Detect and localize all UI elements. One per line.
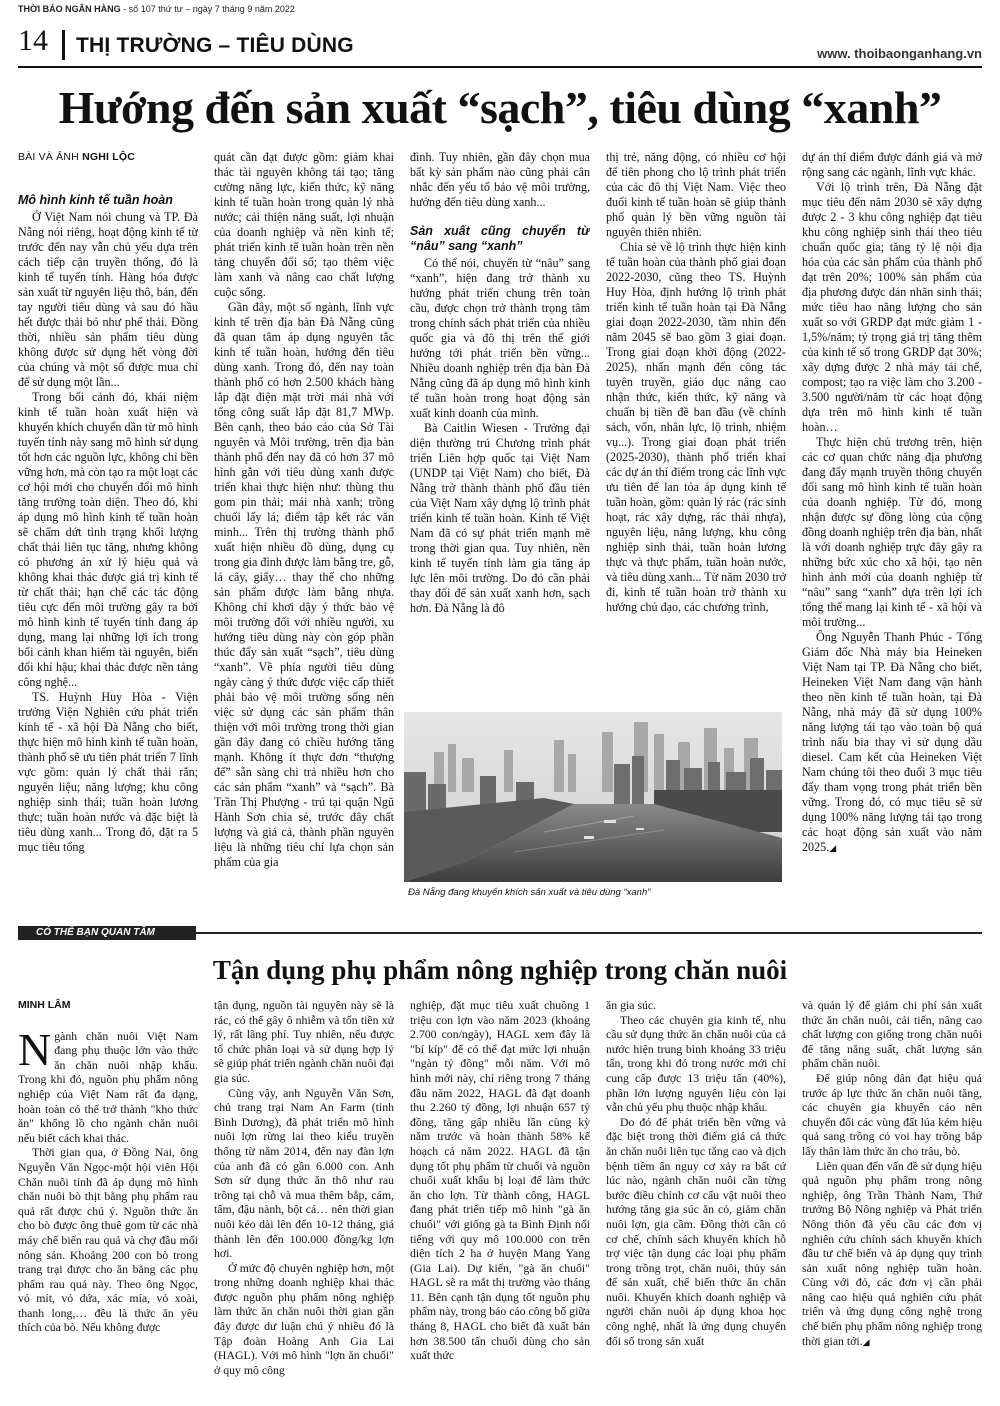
article1-column-2 <box>214 150 394 902</box>
paragraph: Theo các chuyên gia kinh tế, nhu cầu sử dụng thức ăn chăn nuôi của cả nước hiện trung bình khoảng 33 triệu tấn, trong khi đó trong nước mới chỉ cung cấp được 13 triệu tấn (40%), phần lớn lượng nguyên liệu còn lại vẫn chủ yếu phụ thuộc nhập khẩu. <box>606 1012 786 1115</box>
photo-caption: Đà Nẵng đang khuyến khích sản xuất và tiêu dùng “xanh” <box>408 887 651 898</box>
article2-body <box>18 998 982 1398</box>
photo-illustration <box>404 712 782 882</box>
article1-column-5 <box>802 150 982 902</box>
masthead <box>18 4 982 14</box>
section-header <box>18 22 982 68</box>
article1-subhead-1: Mô hình kinh tế tuần hoàn <box>18 193 173 207</box>
end-mark: ◢ <box>862 1337 870 1348</box>
lead-paragraph <box>18 1023 198 1146</box>
drop-cap: N <box>18 1023 52 1075</box>
paragraph: Ở mức độ chuyên nghiệp hơn, một trong những doanh nghiệp khai thác được nguồn phụ phẩm nông nghiệp làm thức ăn chăn nuôi thời gian gần đây được dư luận chú ý nhiều đó là Tập đoàn Hoàng Anh Gia Lai (HAGL). Với mô hình "lợn ăn chuối" ở quy mô công <box>214 1260 394 1377</box>
paragraph: Cũng vậy, anh Nguyễn Văn Sơn, chủ trang trại Nam An Farm (tỉnh Bình Dương), đã phát triển mô hình nuôi lợn rừng lai theo kiểu truyền thống từ năm 2014, đến nay đàn lợn của anh đã có gần 6.000 con. Anh Sơn sử dụng thức ăn thô như rau trồng tại chỗ và mua thêm bắp, cám, tấm, đậu nành, bột cá… nên thời gian nuôi kéo dài lên đến 10-12 tháng, giá thành lên đến 100.000 đồng/kg lợn hơi. <box>214 1085 394 1261</box>
lead-text: gành chăn nuôi Việt Nam đang phụ thuộc lớn vào thức ăn chăn nuôi nhập khẩu. Trong khi đó, nguồn phụ phẩm nông nghiệp của Việt Nam rất đa dạng, hoàn toàn có thể trở thành "kho thức ăn" khổng lồ cho ngành chăn nuôi nếu biết cách khai thác. <box>18 1028 198 1145</box>
paragraph: Với lộ trình trên, Đà Nẵng đặt mục tiêu đến năm 2030 sẽ xây dựng được 2 - 3 khu công nghiệp đạt tiêu khu công nghiệp sinh thái theo tiêu chuẩn quốc gia; tăng tỷ lệ nội địa hóa của các sản phẩm của thành phố đạt trên 20%; 100% sản phẩm của địa phương được dán nhãn sinh thái; mức tiêu hao năng lượng cho sản xuất so với GRDP đạt mức giảm 1 - 1,5%/năm; tỷ trọng giá trị tăng thêm của kinh tế số trong GRDP đạt 30%; xây dựng được 2 nhà máy tái chế, compost; tạo ra việc làm cho 3.200 - 3.500 người/năm từ các hoạt động dựa trên mô hình kinh tế tuần hoàn… <box>802 180 982 434</box>
interest-bar <box>18 926 982 940</box>
paragraph: Gần đây, một số ngành, lĩnh vực kinh tế trên địa bàn Đà Nẵng cũng đã quan tâm áp dụng nguyên tắc kinh tế tuần hoàn, hướng đến tiêu dùng xanh. Trong đó, đến nay toàn thành phố có hơn 2.500 khách hàng lắp đặt điện mặt trời mái nhà với tổng công suất lắp đặt 81,7 MWp. Bên cạnh, theo báo cáo của Sở Tài nguyên và Môi trường, trên địa bàn thành phố đến nay đã có hơn 37 mô hình gắn với tiêu dùng xanh được triển khai thực hiện như: thùng thu gom pin thải; mái nhà xanh; trồng chuối lấy lá; điểm tập kết rác văn minh... Trên thị trường thành phố xuất hiện nhiều đồ dùng, dụng cụ trong gia đình được làm bằng tre, gỗ, lá cây, giấy… thay thế cho những sản phẩm được làm bằng nhựa. Không chỉ khơi dậy ý thức bảo vệ môi trường đối với nhiều người, xu hướng tiêu dùng này còn góp phần thúc đẩy sản xuất “sạch”, tiêu dùng “xanh”. Về phía người tiêu dùng ngày càng ý thức được việc cấp thiết phải bảo vệ môi trường sống nên việc sử dụng các sản phẩm thân thiện với môi trường trong thời gian gần đây đang có chiều hướng tăng mạnh. Không ít thực đơn “thượng đế” sẵn sàng chi trả nhiều hơn cho các sản phẩm “xanh” và “sạch”. Bà Trần Thị Phượng - trú tại quận Ngũ Hành Sơn chia sẻ, trước đây chất lượng và giá cả, thành phần nguyên liệu là những tiêu chí lựa chọn sản phẩm của gia <box>214 300 394 869</box>
article2-headline: Tận dụng phụ phẩm nông nghiệp trong chăn nuôi <box>212 955 788 985</box>
article2-column-2 <box>214 998 394 1398</box>
paragraph: dự án thí điểm được đánh giá và mở rộng sang các ngành, lĩnh vực khác. <box>802 150 982 179</box>
paragraph: TS. Huỳnh Huy Hòa - Viện trưởng Viện Nghiên cứu phát triển kinh tế - xã hội Đà Nẵng cho biết, thực hiện mô hình kinh tế tuần hoàn, thành phố sẽ ưu tiên phát triển 7 lĩnh vực gồm: quản lý chất thải rắn; nguyên liệu; năng lượng; khu công nghiệp sinh thái; tuần hoàn lương thực; tuần hoàn nước và đặc biệt là tiêu dùng xanh... Trong đó, đặt ra 5 mục tiêu tổng <box>18 690 198 854</box>
article1-byline <box>18 150 198 165</box>
paragraph: thị trẻ, năng động, có nhiều cơ hội để tiên phong cho lộ trình phát triển của các đô thị Việt Nam. Việc theo đuổi kinh tế tuần hoàn sẽ giúp thành phố quản lý bền vững nguồn tài nguyên thiên nhiên. <box>606 150 786 239</box>
paragraph: Thời gian qua, ở Đồng Nai, ông Nguyễn Văn Ngọc-một hội viên Hội Chăn nuôi tỉnh đã áp dụng mô hình chăn nuôi bò thịt bằng phụ phẩm rau quả rất được chú ý. Nguồn thức ăn cho bò được ông thuê gom từ các nhà máy chế biến rau quả và chợ đầu mối nông sản. Khoảng 200 con bò trong trang trại được cho ăn bằng các phụ phẩm rau quả này. Theo ông Ngọc, vỏ mít, vỏ dứa, xác mía, vỏ xoài, thanh long,… đều là thức ăn yêu thích của bò. Nếu không được <box>18 1145 198 1335</box>
byline-author: NGHI LỘC <box>82 151 135 163</box>
paragraph-text: Ông Nguyễn Thanh Phúc - Tổng Giám đốc Nhà máy bia Heineken Việt Nam tại TP. Đà Nẵng cho biết, Heineken Việt Nam đang vận hành theo nền kinh tế tuần hoàn, tại Đà Nẵng, nhà máy đã sử dụng 100% năng lượng tái tạo vào toàn bộ quá trình nấu bia thay vì sử dụng dầu diesel. Cam kết của Heineken Việt Nam chúng tôi theo đuổi 3 mục tiêu đẩy tham vọng trong phát triển bền vững. Trong đó, có mục tiêu sẽ sử dụng 100% năng lượng tái tạo trong các hoạt động sản xuất vào năm 2025. <box>802 630 982 854</box>
paragraph: Bà Caitlin Wiesen - Trưởng đại diện thường trú Chương trình phát triển Liên hợp quốc tại Việt Nam (UNDP tại Việt Nam) cho biết, Đà Nẵng trở thành thành phố đầu tiên của Việt Nam xây dựng lộ trình phát triển kinh tế tuần hoàn. Kinh tế Việt Nam đã có sự phát triển mạnh mẽ trong thời gian qua. Tuy nhiên, nền kinh tế tuyến tính làm gia tăng áp lực lên môi trường. Do đó cần phải thay đổi để sản xuất xanh hơn, sạch hơn. Đà Nẵng là đô <box>410 421 590 615</box>
interest-rule <box>196 932 982 934</box>
paragraph: đình. Tuy nhiên, gần đây chọn mua bất kỳ sản phẩm nào cũng phải cân nhắc đến yếu tố bảo vệ môi trường, hướng đến tiêu dùng xanh... <box>410 150 590 209</box>
paragraph: tận dụng, nguồn tài nguyên này sẽ là rác, có thể gây ô nhiễm và tốn tiền xử lý, rất lãng phí. Tuy nhiên, nếu được tổ chức phân loại và sử dụng hợp lý sẽ giúp phát triển ngành chăn nuôi đại gia súc. <box>214 998 394 1085</box>
article2-column-3 <box>410 998 590 1398</box>
section-divider <box>62 30 65 60</box>
paragraph: Có thể nói, chuyển từ “nâu” sang “xanh”, hiện đang trở thành xu hướng phát triển chung trên toàn cầu, được chọn trở thành trọng tâm trong chính sách phát triển của nhiều quốc gia và đô thị trên thế giới hướng tới phát triển bền vững... Nhiều doanh nghiệp trên địa bàn Đà Nẵng cũng đã áp dụng mô hình kinh tế tuần hoàn trong hoạt động sản xuất kinh doanh của mình. <box>410 256 590 420</box>
article2-column-4 <box>606 998 786 1398</box>
end-mark: ◢ <box>829 844 837 854</box>
paragraph: và quản lý để giảm chi phí sản xuất thức ăn chăn nuôi, cải tiến, nâng cao chất lượng con giống trong chăn nuôi để tăng năng suất, chất lượng sản phẩm chăn nuôi. <box>802 998 982 1071</box>
paragraph: nghiệp, đặt mục tiêu xuất chuồng 1 triệu con lợn vào năm 2023 (khoảng 2.700 con/ngày), HAGL xem đây là "bí kíp" để có thể đạt mức lợi nhuận "ngàn tỷ đồng" mỗi năm. Với mô hình mới này, chỉ riêng trong 7 tháng đầu năm 2022, HAGL đã đạt doanh thu 2.260 tỷ đồng, lợi nhuận 657 tỷ đồng, tăng gấp nhiều lần cùng kỳ năm trước và hoàn thành 58% kế hoạch cả năm 2022. HAGL đã tận dụng tốt phụ phẩm từ chuối và nguồn chuối xuất khẩu bị loại để làm thức ăn cho lợn. Từ thành công, HAGL đang phát triển tiếp mô hình "gà ăn chuối" với giống gà ta Bình Định nối tiếng với quy mô 100.000 con trên diện tích 2 ha ở huyện Mang Yang (Gia Lai). Dự kiến, "gà ăn chuối" HAGL sẽ ra mắt thị trường vào tháng 11. Bên cạnh tận dụng tốt nguồn phụ phẩm này, trong báo cáo công bố giữa tháng 8, HAGL cho biết đã xuất bán hơn 38.500 tấn chuối dùng cho sản xuất thức <box>410 998 590 1363</box>
article1-column-1 <box>18 150 198 902</box>
paragraph <box>802 630 982 857</box>
paragraph: Trong bối cảnh đó, khái niệm kinh tế tuần hoàn xuất hiện và khuyến khích chuyển dần từ mô hình tuyến tính này sang mô hình sử dụng tốt hơn các nguồn lực, không chỉ bền vững hơn, mà còn tạo ra một loạt các cơ hội mới cho chuyển đổi mô hình tăng trưởng toàn diện. Theo đó, khi áp dụng mô hình kinh tế tuần hoàn sẽ chấm dứt tình trạng khối lượng chất thải liên tục tăng, nhưng không có phương án xử lý hiệu quả và không khai thác được giá trị kinh tế từ chất thải; hạn chế các tác động tiêu cực đến môi trường gây ra bởi mô hình kinh tế tuyến tính đang áp dụng, mang lại những lợi ích trong bối cảnh khan hiếm tài nguyên, biến đổi khí hậu; khai thác được nền tảng công nghệ... <box>18 390 198 689</box>
paragraph: Do đó để phát triển bền vững và đặc biệt trong thời điểm giá cả thức ăn chăn nuôi liên tục tăng cao và dịch bệnh tiềm ẩn nguy cơ xảy ra bất cứ lúc nào, ngành chăn nuôi cần từng bước điều chỉnh cơ cấu vật nuôi theo hướng tăng gia súc ăn cỏ, giảm chăn nuôi lợn, gia cầm. Đồng thời cần có cơ chế, chính sách khuyến khích hỗ trợ việc tận dụng các loại phụ phẩm trong trồng trọt, chăn nuôi, thủy sản để sản xuất, chế biến thức ăn chăn nuôi. Khuyến khích doanh nghiệp và người chăn nuôi áp dụng khoa học công nghệ, nhất là ứng dụng chuyển đổi số trong sản xuất <box>606 1114 786 1348</box>
issue-info: - số 107 thứ tư – ngày 7 tháng 9 năm 2022 <box>120 4 295 14</box>
paragraph <box>802 1159 982 1351</box>
page-number: 14 <box>18 24 48 57</box>
site-url: www. thoibaonganhang.vn <box>817 46 982 61</box>
section-title: THỊ TRƯỜNG – TIÊU DÙNG <box>76 34 354 57</box>
interest-label: CÓ THỂ BẠN QUAN TÂM <box>18 926 196 940</box>
paragraph: Chia sẻ về lộ trình thực hiện kinh tế tuần hoàn của thành phố giai đoạn 2022-2030, cũng theo TS. Huỳnh Huy Hòa, định hướng lộ trình phát triển kinh tế tuần hoàn tại Đà Nẵng giai đoạn 2022-2030, tầm nhìn đến năm 2045 sẽ bao gồm 3 giai đoạn. Trong giai đoạn khởi động (2022-2025), nhấn mạnh đến công tác tuyên truyền, giáo dục nâng cao nhận thức, kiến thức, kỹ năng và chuẩn bị tiền đề ban đầu (về chính sách, vốn, nhân lực, lộ trình, nhiệm vụ...). Trong giai đoạn phát triển (2025-2030), thành phố triển khai các dự án thí điểm trong các lĩnh vực ưu tiên để lan tỏa áp dụng kinh tế tuần hoàn, gồm: quản lý rác (rác sinh hoạt, rác xây dựng, rác thải nhựa), nguyên liệu, năng lượng, khu công nghiệp sinh thái, tuần hoàn lương thực và thực phẩm, tuần hoàn nước, và tiêu dùng xanh... Từ năm 2030 trở đi, kinh tế tuần hoàn trở thành xu hướng chủ đạo, các chương trình, <box>606 240 786 614</box>
article2-byline: MINH LÂM <box>18 999 71 1011</box>
paragraph-text: Liên quan đến vấn đề sử dụng hiệu quả nguồn phụ phẩm trong nông nghiệp, ông Trần Thành Nam, Thứ trưởng Bộ Nông nghiệp và Phát triển Nông thôn đã yêu cầu các đơn vị nghiên cứu chính sách khuyến khích đầu tư chế biến và áp dụng quy trình sản xuất nông nghiệp tuần hoàn. Cùng với đó, các đơn vị cần phải nâng cao hiệu quả nghiên cứu phát triển và ứng dụng công nghệ trong chế biến phụ phẩm nông nghiệp trong thời gian tới. <box>802 1158 982 1348</box>
article2-column-5 <box>802 998 982 1398</box>
paragraph: Thực hiện chủ trương trên, hiện các cơ quan chức năng địa phương đang đẩy mạnh truyền thông chuyển đổi sang mô hình kinh tế tuần hoàn của doanh nghiệp. Từ đó, mong nhận được sự đồng lòng của cộng đồng doanh nghiệp trên địa bàn, nhất là với doanh nghiệp trực đây gây ra những bức xúc cho xã hội, tạo nên hình ảnh mới của doanh nghiệp từ “nâu” sang “xanh” dựa trên lợi ích tổng thể mang lại kinh tế - xã hội và môi trường... <box>802 435 982 629</box>
paragraph: ăn gia súc. <box>606 998 657 1012</box>
article1-headline: Hướng đến sản xuất “sạch”, tiêu dùng “xanh” <box>58 82 942 133</box>
paragraph: Ở Việt Nam nói chung và TP. Đà Nẵng nói riêng, hoạt động kinh tế từ trước đến nay vẫn chủ yếu dựa trên cách tiếp cận truyền thống, đó là kinh tế tuyến tính. Hàng hóa được sản xuất từ nguyên liệu thô, bán, đến tay người tiêu dùng và sau đó hầu hết được thải bỏ như phế thải. Đồng thời, nhiều sản phẩm tiêu dùng không được sử dụng hết vòng đời của chúng và một số được mua chỉ để sử dụng một lần... <box>18 210 198 389</box>
paper-name: THỜI BÁO NGÂN HÀNG <box>18 4 121 14</box>
paragraph: quát cần đạt được gồm: giảm khai thác tài nguyên không tái tạo; tăng cường năng lực, kiến thức, kỹ năng kinh tế tuần hoàn trong quản lý nhà nước; cải thiện năng suất, lợi nhuận của doanh nghiệp và nền kinh tế; phát triển kinh tế tuần hoàn trên nền tảng chuyển đổi số; tạo thêm việc làm xanh và nâng cao chất lượng cuộc sống. <box>214 150 394 299</box>
article1-subhead-2: Sản xuất cũng chuyển từ “nâu” sang “xanh” <box>410 224 590 253</box>
city-river-photo <box>404 712 782 882</box>
byline-prefix: BÀI VÀ ẢNH <box>18 151 83 163</box>
article2-column-1 <box>18 998 198 1398</box>
paragraph: Để giúp nông dân đạt hiệu quả trước áp lực thức ăn chăn nuôi tăng, các chuyên gia khuyến cáo nên chuyển đổi các vùng đất lúa kém hiệu quả sang trồng cỏ voi hay trồng bắp lấy thân làm thức ăn cho trâu, bò. <box>802 1070 982 1158</box>
